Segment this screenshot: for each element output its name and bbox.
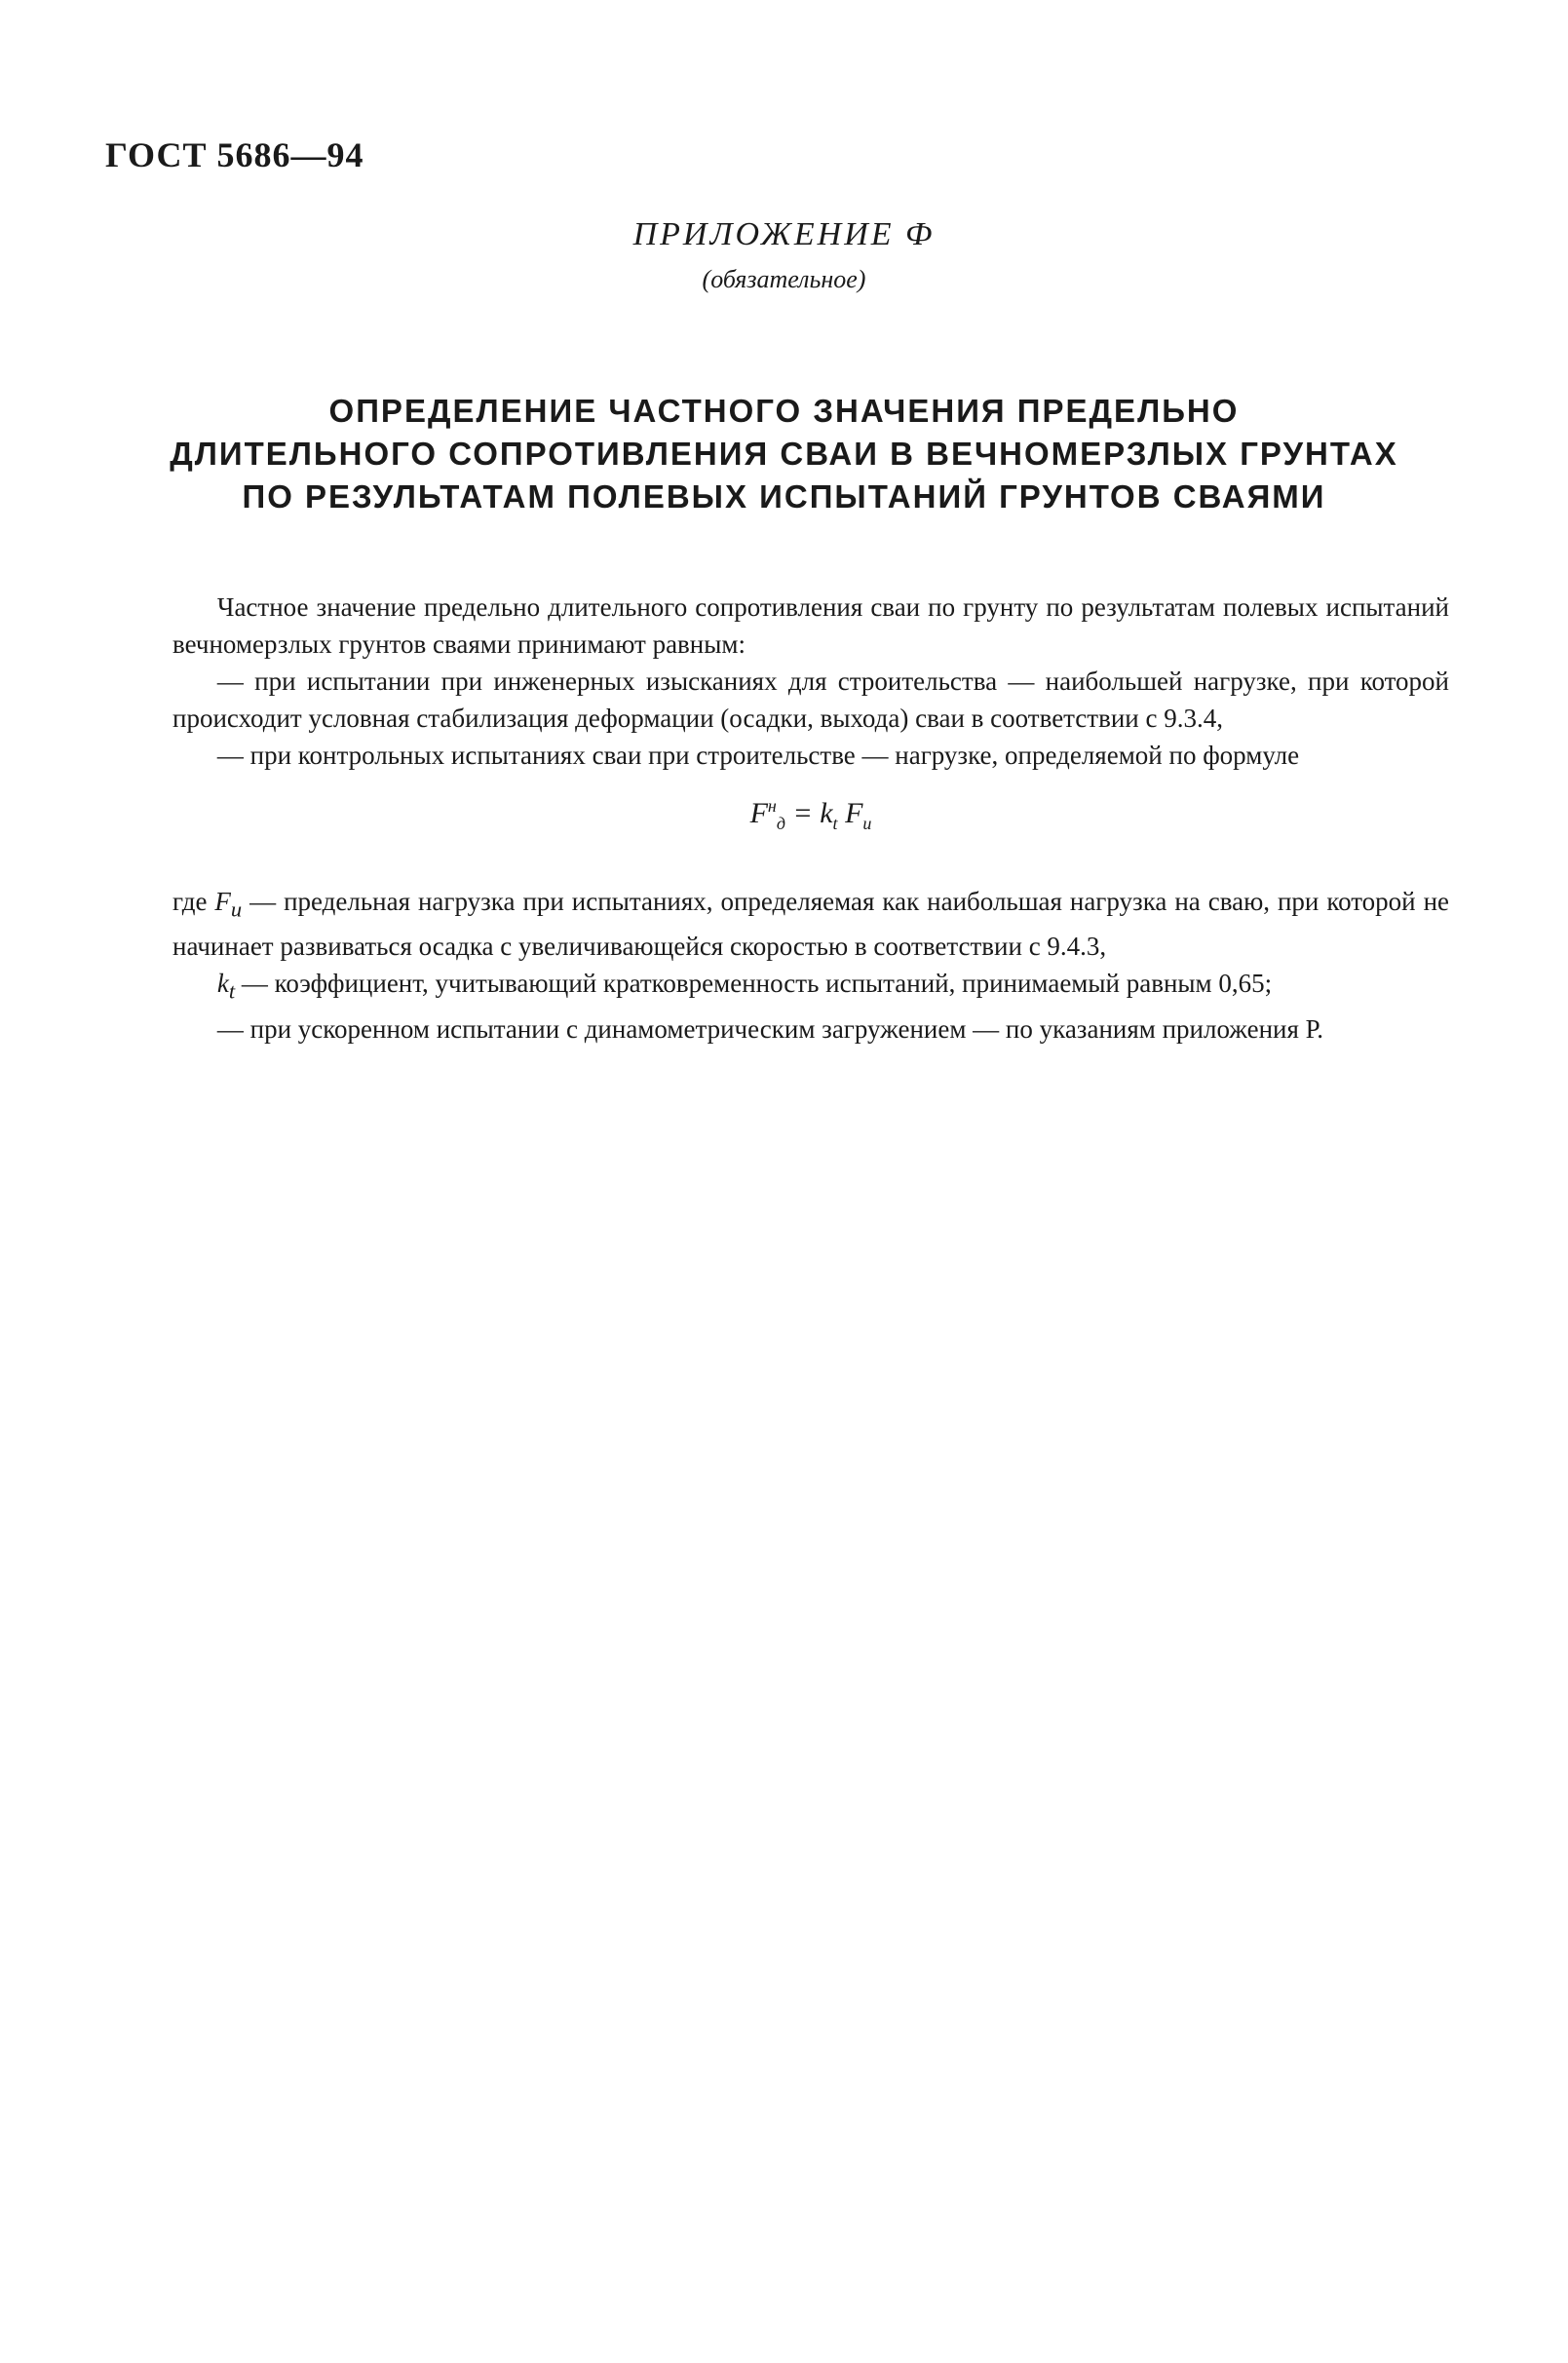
definition-fu: где $F_и$ — предельная нагрузка при испытаниях, определяемая как наибольшая нагрузка на сваю, при которой не начинает развиваться осадка с увеличивающейся скоростью в соответствии с 9.4.3, [172, 887, 1450, 962]
list-item-accelerated: — при ускоренном испытании с динамометрическим загружением — по указаниям приложения Р. [216, 1013, 1324, 1044]
section-title [0, 390, 1568, 518]
annex-title: ПРИЛОЖЕНИЕ Ф [632, 216, 936, 252]
intro-paragraph: Частное значение предельно длительного сопротивления сваи по грунту по результатам полевых испытаний вечномерзлых грунтов сваями принимают равным: [172, 592, 1449, 659]
formula-lhs: $F^н_д$ [749, 796, 785, 833]
document-header: ГОСТ 5686—94 [105, 135, 364, 174]
formula [172, 787, 1449, 842]
list-item-control: — при контрольных испытаниях сваи при строительстве — нагрузке, определяемой по формуле [216, 741, 1300, 770]
formula-coefficient: $k_t$ [820, 797, 838, 833]
definition-kt: $k_t$ — коэффициент, учитывающий кратковременность испытаний, принимаемый равным 0,65; [216, 969, 1273, 1004]
list-item-survey: — при испытании при инженерных изысканиях для строительства — наибольшей нагрузке, при которой происходит условная стабилизация деформации (осадки, выхода) сваи в соответствии с 9.3.4, [172, 667, 1449, 733]
formula-equals: = [784, 797, 821, 829]
formula-load: $F_и$ [845, 797, 872, 833]
document-body [172, 589, 1449, 1048]
title-line: ОПРЕДЕЛЕНИЕ ЧАСТНОГО ЗНАЧЕНИЯ ПРЕДЕЛЬНО [328, 393, 1240, 429]
title-line: ДЛИТЕЛЬНОГО СОПРОТИВЛЕНИЯ СВАИ В ВЕЧНОМЕРЗЛЫХ ГРУНТАХ [170, 436, 1398, 472]
annex-status: (обязательное) [702, 265, 866, 293]
title-line: ПО РЕЗУЛЬТАТАМ ПОЛЕВЫХ ИСПЫТАНИЙ ГРУНТОВ СВАЯМИ [242, 478, 1326, 515]
